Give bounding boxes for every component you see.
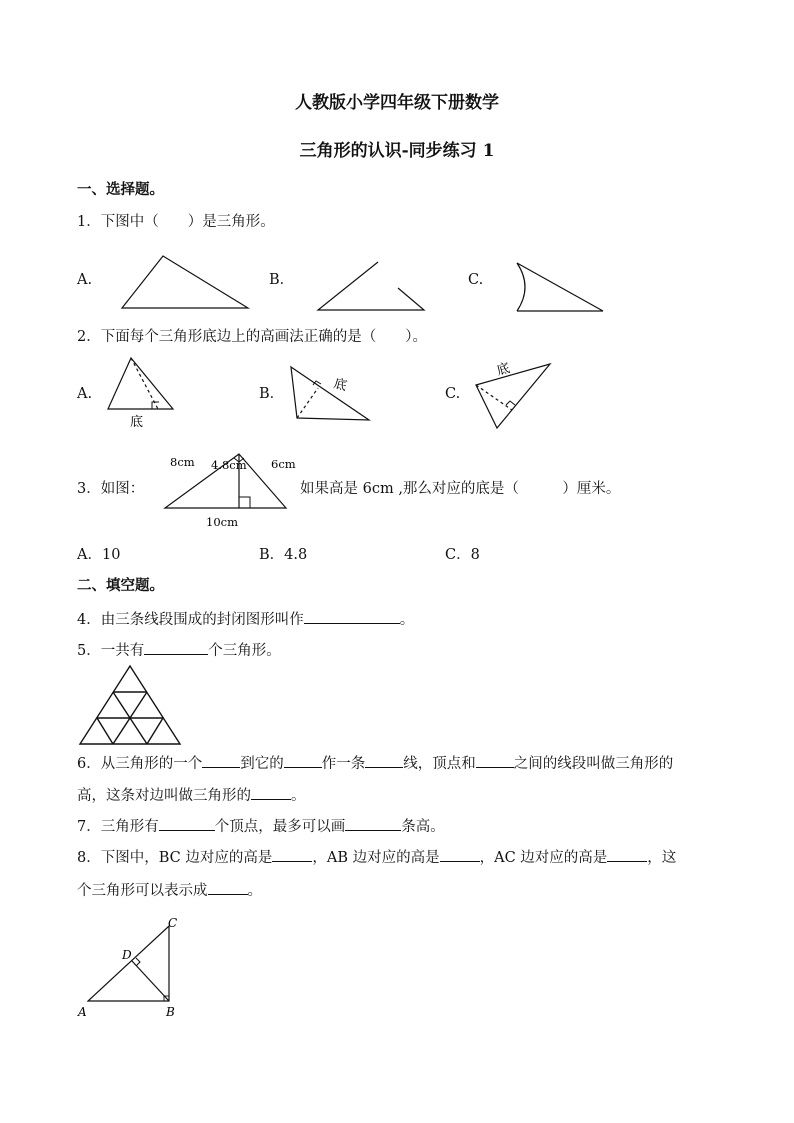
- q4-line: [77, 608, 414, 630]
- q8-text-3: ，AC 边对应的高是: [479, 850, 608, 866]
- q2-figure-c: [470, 358, 555, 433]
- q6-text-1: 6．从三角形的一个: [77, 756, 203, 772]
- q8-blank-3[interactable]: [607, 846, 647, 862]
- q6-text-2: 到它的: [240, 756, 284, 772]
- page-title: 人教版小学四年级下册数学: [295, 93, 499, 113]
- q1-figure-b: [312, 258, 432, 318]
- section-choice: 一、选择题。: [77, 181, 164, 198]
- q1-option-b: B．: [269, 272, 295, 288]
- q8-text-2: ，AB 边对应的高是: [312, 850, 440, 866]
- q8-figure: [72, 910, 187, 1025]
- q5-blank[interactable]: [144, 639, 208, 655]
- q1-text: 1．下图中（ ）是三角形。: [77, 214, 275, 230]
- q6-text-4: 线，顶点和: [403, 756, 476, 772]
- q5-triangle-figure: [76, 663, 186, 748]
- q6-text-6: 高，这条对边叫做三角形的: [77, 788, 251, 804]
- page-subtitle: 三角形的认识-同步练习 1: [299, 141, 495, 161]
- q7-text-2: 个顶点，最多可以画: [214, 819, 346, 835]
- q1-figure-c: [505, 255, 610, 317]
- q8-text-1: 8．下图中，BC 边对应的高是: [77, 850, 273, 866]
- q2-option-c: C.: [445, 386, 461, 402]
- q3-prefix: 3．如图：: [77, 481, 145, 497]
- q8-label-b: B: [166, 1005, 175, 1019]
- q2-figure-b: [285, 362, 375, 427]
- q1-option-a: A.: [77, 272, 93, 288]
- q1-figure-a: [115, 250, 255, 315]
- q6-blank-3[interactable]: [365, 752, 403, 768]
- q8-line2: [77, 879, 262, 901]
- q3-figure: [160, 448, 295, 533]
- q8-label-d: D: [122, 948, 132, 962]
- q6-line2: [77, 784, 306, 806]
- q3-option-c: C．8: [445, 547, 480, 563]
- q8-blank-4[interactable]: [208, 879, 248, 895]
- q3-option-a: A．10: [77, 547, 121, 563]
- q2-figure-a: [100, 355, 180, 430]
- q6-blank-5[interactable]: [251, 784, 291, 800]
- q6-line1: [77, 752, 673, 774]
- q2-option-b: B．: [259, 386, 285, 402]
- q8-text-6: 。: [247, 883, 262, 899]
- q6-text-7: 。: [291, 788, 306, 804]
- q1-option-c: C.: [468, 272, 484, 288]
- q7-blank-2[interactable]: [345, 815, 401, 831]
- q3-label-left-side: 8cm: [170, 455, 195, 469]
- q6-blank-1[interactable]: [202, 752, 240, 768]
- q6-blank-4[interactable]: [476, 752, 514, 768]
- q2-option-a: A.: [77, 386, 93, 402]
- q4-text: 4．由三条线段围成的封闭图形叫作: [77, 612, 304, 628]
- q7-text-3: 条高。: [401, 819, 445, 835]
- q5-line: [77, 639, 281, 661]
- q8-text-4: ，这: [647, 850, 677, 866]
- q7-text-1: 7．三角形有: [77, 819, 159, 835]
- q6-text-3: 作一条: [321, 756, 366, 772]
- q8-text-5: 个三角形可以表示成: [77, 883, 208, 899]
- q8-blank-2[interactable]: [440, 846, 480, 862]
- q3-label-right-side: 6cm: [271, 457, 296, 471]
- q3-label-base: 10cm: [206, 515, 238, 529]
- q3-option-b: B．4.8: [259, 547, 308, 563]
- q3-suffix: 如果高是 6cm ,那么对应的底是（ ）厘米。: [300, 481, 621, 497]
- q7-line: [77, 815, 445, 837]
- q5-end: 个三角形。: [208, 643, 281, 659]
- q4-blank[interactable]: [304, 608, 400, 624]
- q2-figure-b-base-label: 底: [331, 376, 349, 395]
- q8-line1: [77, 846, 676, 868]
- q7-blank-1[interactable]: [159, 815, 215, 831]
- q8-label-c: C: [168, 916, 178, 930]
- q6-blank-2[interactable]: [284, 752, 322, 768]
- q2-text: 2．下面每个三角形底边上的高画法正确的是（ ）。: [77, 329, 427, 345]
- q5-text: 5．一共有: [77, 643, 145, 659]
- q8-label-a: A: [78, 1005, 87, 1019]
- q4-end: 。: [399, 612, 415, 628]
- q8-blank-1[interactable]: [272, 846, 312, 862]
- q3-label-height: 4.8cm: [211, 458, 247, 472]
- q2-figure-a-base-label: 底: [130, 415, 144, 430]
- q6-text-5: 之间的线段叫做三角形的: [513, 756, 674, 772]
- section-fill-in: 二、填空题。: [77, 577, 164, 594]
- q2-figure-c-base-label: 底: [495, 361, 512, 379]
